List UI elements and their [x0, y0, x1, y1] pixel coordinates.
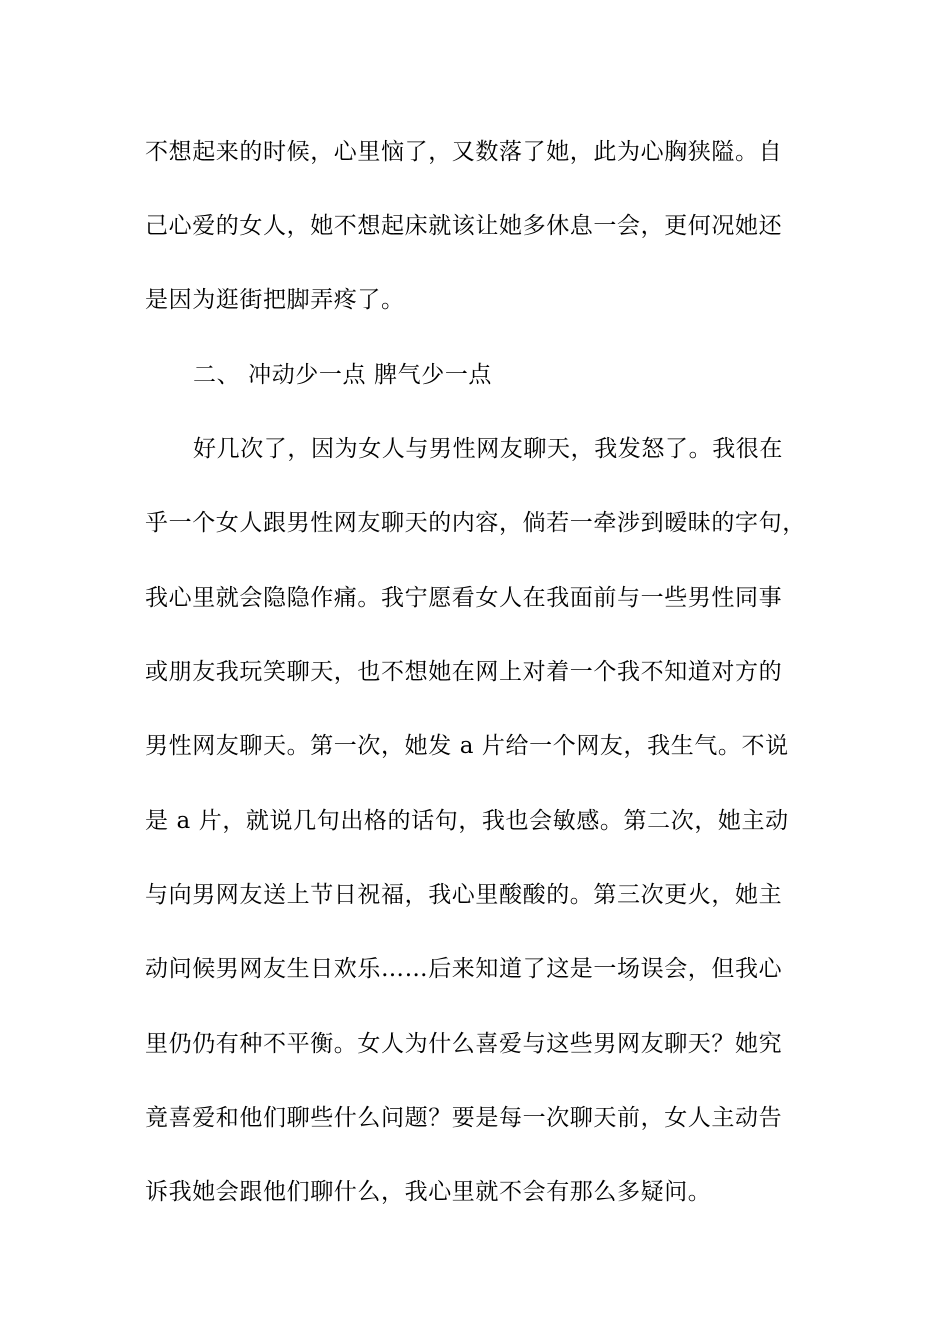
text-line-7: 我心里就会隐隐作痛。我宁愿看女人在我面前与一些男性同事 [145, 585, 783, 611]
text-line-1: 不想起来的时候，心里恼了，又数落了她，此为心胸狭隘。自 [145, 139, 783, 165]
section-heading: 二、 冲动少一点 脾气少一点 [193, 362, 493, 388]
text-line-2: 己心爱的女人，她不想起床就该让她多休息一会，更何况她还 [145, 213, 783, 239]
text-line-6: 乎一个女人跟男性网友聊天的内容，倘若一牵涉到暧昧的字句， [145, 510, 806, 536]
text-line-3: 是因为逛街把脚弄疼了。 [145, 287, 405, 313]
text-line-15: 诉我她会跟他们聊什么，我心里就不会有那么多疑问。 [145, 1179, 712, 1205]
text-line-13: 里仍仍有种不平衡。女人为什么喜爱与这些男网友聊天？她究 [145, 1031, 783, 1057]
text-line-14: 竟喜爱和他们聊些什么问题？要是每一次聊天前，女人主动告 [145, 1105, 783, 1131]
text-line-11: 与向男网友送上节日祝福，我心里酸酸的。第三次更火，她主 [145, 882, 783, 908]
text-line-8: 或朋友我玩笑聊天，也不想她在网上对着一个我不知道对方的 [145, 659, 783, 685]
text-line-9: 男性网友聊天。第一次，她发 a 片给一个网友，我生气。不说 [145, 733, 789, 759]
text-line-5: 好几次了，因为女人与男性网友聊天，我发怒了。我很在 [193, 436, 783, 462]
text-line-10: 是 a 片，就说几句出格的话句，我也会敏感。第二次，她主动 [145, 808, 789, 834]
text-line-12: 动问候男网友生日欢乐……后来知道了这是一场误会，但我心 [145, 956, 783, 982]
